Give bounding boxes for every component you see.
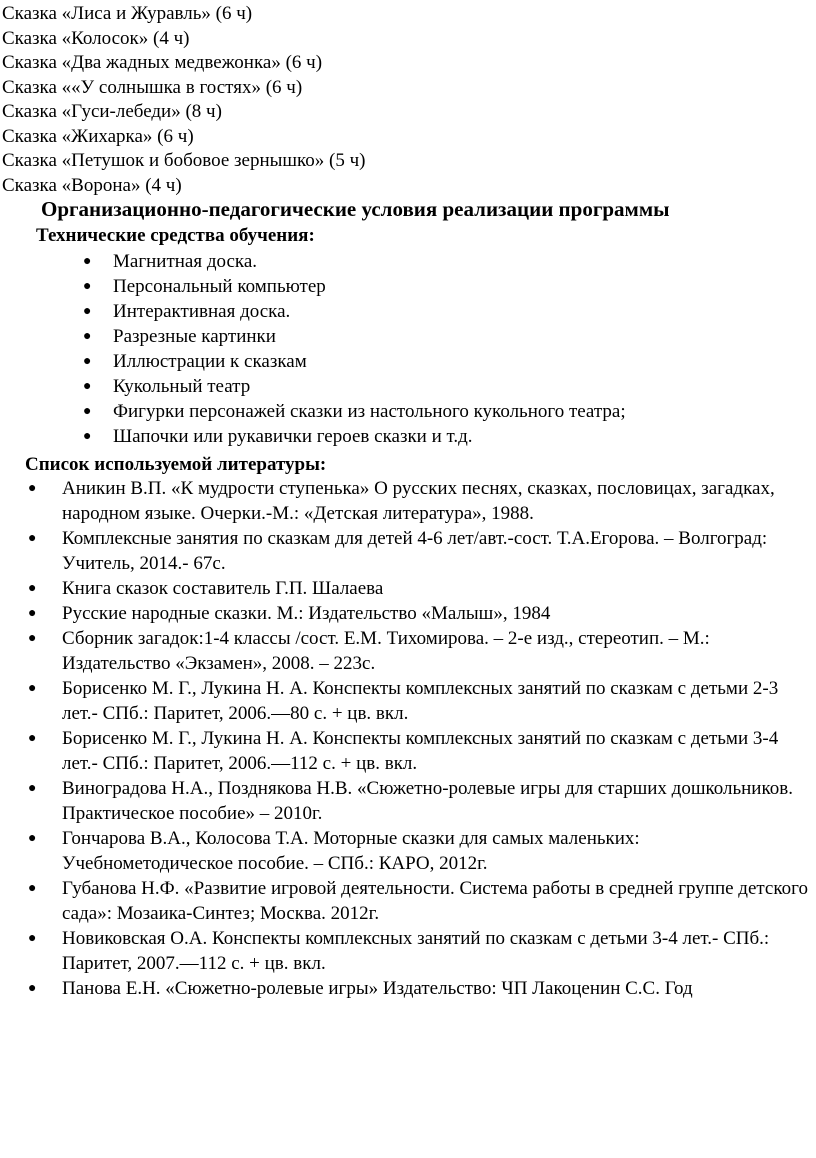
bullet-icon: ● [28, 581, 37, 596]
literature-item [0, 601, 816, 626]
tech-item-text: Разрезные картинки [113, 326, 276, 347]
bullet-icon: ● [83, 329, 92, 344]
literature-item [0, 476, 816, 526]
tale-item: Сказка «Петушок и бобовое зернышко» (5 ч) [2, 150, 366, 171]
literature-item-text: Виноградова Н.А., Позднякова Н.В. «Сюжетно-ролевые игры для старших дошкольников. Практическое пособие» – 2010г. [62, 778, 793, 824]
tale-item: Сказка «Гуси-лебеди» (8 ч) [2, 101, 222, 122]
literature-item-text: Комплексные занятия по сказкам для детей 4-6 лет/авт.-сост. Т.А.Егорова. – Волгоград: Учитель, 2014.- 67с. [62, 528, 768, 574]
bullet-icon: ● [28, 881, 37, 896]
tale-item: Сказка ««У солнышка в гостях» (6 ч) [2, 76, 303, 98]
literature-item-text: Панова Е.Н. «Сюжетно-ролевые игры» Издательство: ЧП Лакоценин С.С. Год [62, 978, 693, 999]
bullet-icon: ● [83, 354, 92, 369]
bullet-icon: ● [28, 731, 37, 746]
literature-item [0, 676, 816, 726]
literature-item-text: Гончарова В.А., Колосова Т.А. Моторные сказки для самых маленьких: Учебнометодическое пособие. – СПб.: КАРО, 2012г. [62, 828, 640, 874]
tech-item-text: Шапочки или рукавички героев сказки и т.д. [113, 426, 473, 447]
bullet-icon: ● [83, 379, 92, 394]
tech-means-title: Технические средства обучения: [36, 225, 315, 246]
literature-item [0, 576, 816, 601]
bullet-icon: ● [83, 304, 92, 319]
bullet-icon: ● [28, 631, 37, 646]
literature-item [0, 626, 816, 676]
bullet-icon: ● [28, 681, 37, 696]
bullet-icon: ● [28, 981, 37, 996]
literature-item [0, 526, 816, 576]
literature-item-text: Борисенко М. Г., Лукина Н. А. Конспекты комплексных занятий по сказкам с детьми 2-3 лет.- СПб.: Паритет, 2006.—80 с. + цв. вкл. [62, 678, 779, 724]
literature-title: Список используемой литературы: [25, 454, 327, 475]
bullet-icon: ● [28, 781, 37, 796]
tech-item-text: Магнитная доска. [113, 251, 258, 272]
bullet-icon: ● [83, 404, 92, 419]
literature-item-text: Русские народные сказки. М.: Издательство «Малыш», 1984 [62, 603, 551, 624]
tale-item: Сказка «Ворона» (4 ч) [2, 174, 182, 196]
tale-item: Сказка «Два жадных медвежонка» (6 ч) [2, 52, 323, 73]
tale-item: Сказка «Колосок» (4 ч) [2, 27, 190, 49]
bullet-icon: ● [28, 831, 37, 846]
tale-list [2, 2, 366, 198]
tech-item-text: Фигурки персонажей сказки из настольного кукольного театра; [113, 401, 626, 422]
bullet-icon: ● [28, 606, 37, 621]
bullet-icon: ● [83, 429, 92, 444]
bullet-icon: ● [28, 931, 37, 946]
tech-item-text: Кукольный театр [113, 376, 251, 397]
bullet-icon: ● [28, 481, 37, 496]
tech-item-text: Интерактивная доска. [113, 301, 291, 322]
literature-item [0, 976, 816, 1001]
literature-item-text: Аникин В.П. «К мудрости ступенька» О русских песнях, сказках, пословицах, загадках, народном языке. Очерки.-М.: «Детская литература», 1988. [62, 478, 775, 524]
literature-item [0, 726, 816, 776]
tale-item: Сказка «Лиса и Журавль» (6 ч) [2, 3, 253, 24]
literature-item-text: Сборник загадок:1-4 классы /сост. Е.М. Тихомирова. – 2-е изд., стереотип. – М.: Издательство «Экзамен», 2008. – 223с. [62, 628, 710, 674]
literature-item [0, 776, 816, 826]
literature-item [0, 826, 816, 876]
section-title: Организационно-педагогические условия реализации программы [41, 197, 670, 221]
bullet-icon: ● [83, 254, 92, 269]
literature-item [0, 876, 816, 926]
tech-item-text: Персональный компьютер [113, 276, 326, 297]
literature-item [0, 926, 816, 976]
bullet-icon: ● [83, 279, 92, 294]
literature-item-text: Книга сказок составитель Г.П. Шалаева [62, 578, 384, 599]
literature-item-text: Борисенко М. Г., Лукина Н. А. Конспекты комплексных занятий по сказкам с детьми 3-4 лет.- СПб.: Паритет, 2006.—112 с. + цв. вкл. [62, 728, 779, 774]
tech-item-text: Иллюстрации к сказкам [113, 351, 307, 372]
tale-item: Сказка «Жихарка» (6 ч) [2, 125, 194, 147]
literature-item-text: Новиковская О.А. Конспекты комплексных занятий по сказкам с детьми 3-4 лет.- СПб.: Паритет, 2007.—112 с. + цв. вкл. [62, 928, 770, 974]
literature-list [0, 476, 816, 1001]
bullet-icon: ● [28, 531, 37, 546]
literature-item-text: Губанова Н.Ф. «Развитие игровой деятельности. Система работы в средней группе детского сада»: Мозаика-Синтез; Москва. 2012г. [62, 878, 808, 924]
